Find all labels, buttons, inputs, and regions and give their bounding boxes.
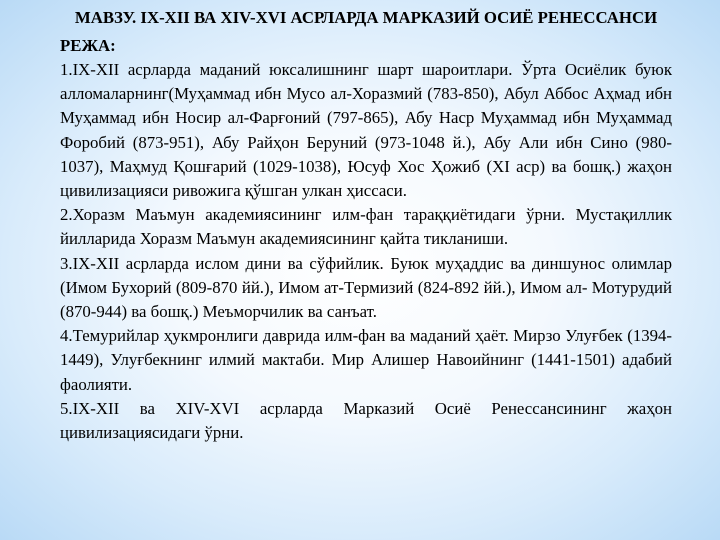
plan-item-4: 4.Темурийлар ҳукмронлиги даврида илм-фан ва маданий ҳаёт. Мирзо Улуғбек (1394-1449), Улуғбекнинг илмий мактаби. Мир Алишер Навоийнинг (1441-1501) адабий фаолияти. bbox=[60, 326, 672, 394]
plan-item-5: 5.IX-XII ва XIV-XVI асрларда Марказий Осиё Ренессансининг жаҳон цивилизациясидаги ўрни. bbox=[60, 398, 672, 443]
slide bbox=[60, 6, 672, 536]
plan-item-3: 3.IX-XII асрларда ислом дини ва сўфийлик. Буюк муҳаддис ва диншунос олимлар (Имом Бухорий (809-870 йй.), Имом ат-Термизий (824-892 йй.), Имом ал- Мотурудий (870-944) ва бошқ.) Меъморчилик ва санъат. bbox=[60, 253, 672, 322]
document-title: МАВЗУ. IX-XII ВА XIV-XVI АСРЛАРДА МАРКАЗИЙ ОСИЁ РЕНЕССАНСИ bbox=[74, 8, 658, 27]
plan-heading: РЕЖА: bbox=[60, 36, 116, 55]
plan-item-2: 2.Хоразм Маъмун академиясининг илм-фан тараққиётидаги ўрни. Мустақиллик йилларида Хоразм Маъмун академиясининг қайта тикланиши. bbox=[60, 205, 672, 249]
plan-item-1: 1.IX-XII асрларда маданий юксалишнинг шарт шароитлари. Ўрта Осиёлик буюк алломаларнинг(Муҳаммад ибн Мусо ал-Хоразмий (783-850), Абул Аббос Аҳмад ибн Муҳаммад ибн Носир ал-Фарғоний (797-865), Абу Наср Муҳаммад ибн Муҳаммад Форобий (873-951), Абу Райҳон Беруний (973-1048 й.), Абу Али ибн Сино (980-1037), Маҳмуд Қошғарий (1029-1038), Юсуф Хос Ҳожиб (XI аср) ва бошқ.) жаҳон цивилизацияси ривожига қўшган улкан ҳиссаси. bbox=[60, 60, 672, 201]
